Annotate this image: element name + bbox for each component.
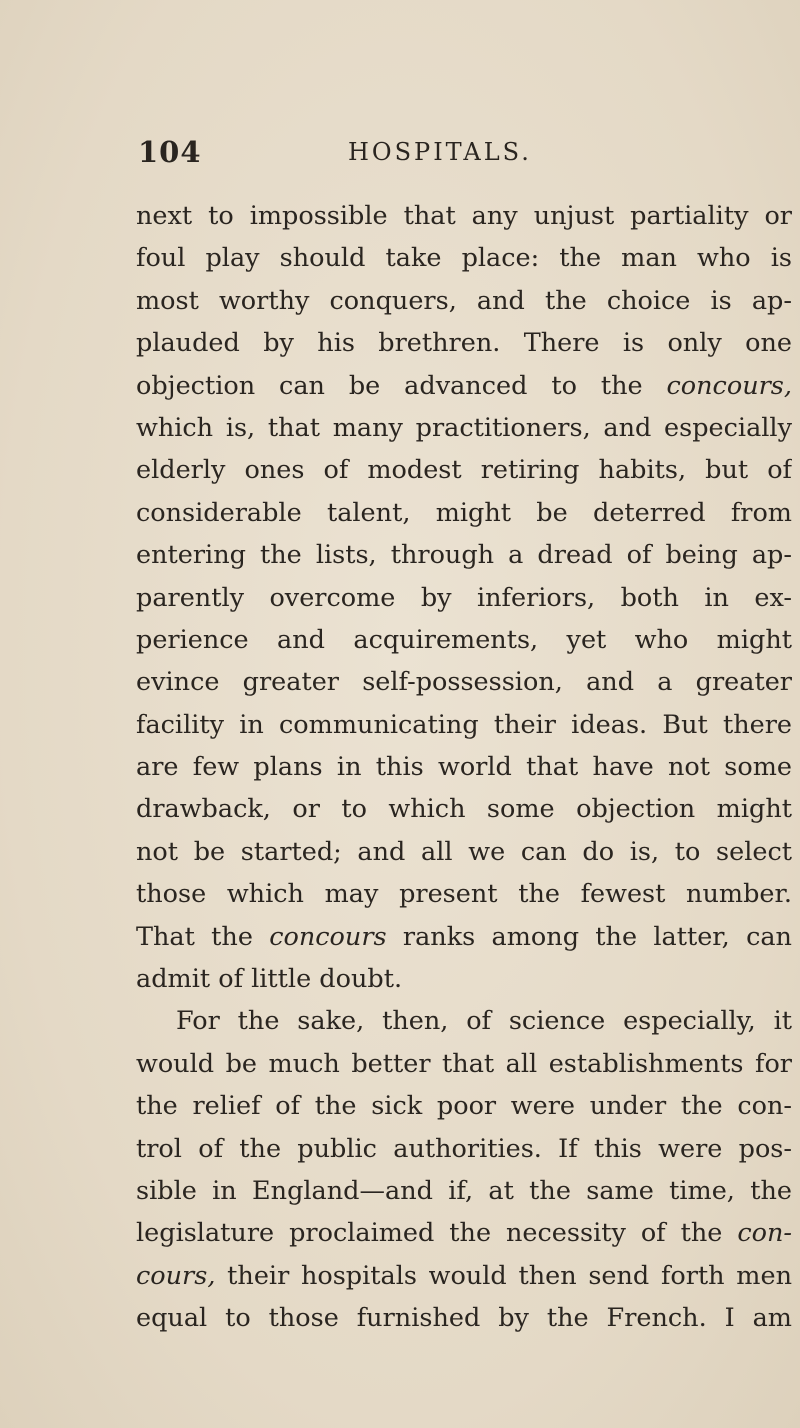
text-line <box>136 1255 792 1297</box>
italic-term: cours, <box>136 1260 216 1291</box>
text-line <box>136 449 792 491</box>
text-line <box>136 1212 792 1254</box>
text-run: sible in England—and if, at the same time, the <box>136 1175 792 1206</box>
text-line <box>136 1085 792 1127</box>
text-run: facility in communicating their ideas. But there <box>136 709 792 740</box>
text-run: the relief of the sick poor were under the con- <box>136 1091 792 1122</box>
text-run: not be started; and all we can do is, to select <box>136 836 792 867</box>
text-run: would be much better that all establishments for <box>136 1048 792 1079</box>
text-run: most worthy conquers, and the choice is ap- <box>136 285 792 316</box>
running-head <box>138 135 738 185</box>
text-run: those which may present the fewest number. <box>136 879 792 910</box>
text-line <box>136 661 792 703</box>
text-run: For the sake, then, of science especially, it <box>176 1006 792 1037</box>
text-line <box>136 916 792 958</box>
text-line <box>136 619 792 661</box>
text-line <box>136 492 792 534</box>
text-run: legislature proclaimed the necessity of the <box>136 1218 738 1249</box>
text-line <box>136 577 792 619</box>
text-run: considerable talent, might be deterred from <box>136 497 792 528</box>
page-number: 104 <box>138 135 202 169</box>
text-run: objection can be advanced to the <box>136 370 667 401</box>
text-run: elderly ones of modest retiring habits, but of <box>136 455 792 486</box>
text-line <box>136 873 792 915</box>
text-line <box>136 237 792 279</box>
italic-term: con- <box>737 1218 792 1249</box>
text-line <box>136 704 792 746</box>
text-run: parently overcome by inferiors, both in ex- <box>136 582 792 613</box>
text-run: plauded by his brethren. There is only one <box>136 328 792 359</box>
text-line <box>136 365 792 407</box>
text-run: are few plans in this world that have not some <box>136 752 792 783</box>
italic-term: concours <box>269 921 387 952</box>
text-run: perience and acquirements, yet who might <box>136 624 792 655</box>
text-run: trol of the public authorities. If this were pos- <box>136 1133 792 1164</box>
text-run: drawback, or to which some objection might <box>136 794 792 825</box>
italic-term: concours, <box>666 370 792 401</box>
text-line <box>136 1000 792 1042</box>
text-line <box>136 322 792 364</box>
text-line <box>136 1043 792 1085</box>
text-line <box>136 958 792 1000</box>
text-line <box>136 1297 792 1339</box>
text-line <box>136 746 792 788</box>
text-line <box>136 1170 792 1212</box>
text-line <box>136 1128 792 1170</box>
text-run: foul play should take place: the man who is <box>136 243 792 274</box>
text-line <box>136 195 792 237</box>
text-line <box>136 831 792 873</box>
text-line <box>136 407 792 449</box>
text-run: That the <box>136 921 270 952</box>
text-run: equal to those furnished by the French. I am <box>136 1303 792 1334</box>
body-text <box>136 195 792 1340</box>
text-line <box>136 280 792 322</box>
text-line <box>136 534 792 576</box>
text-run: their hospitals would then send forth men <box>215 1260 792 1291</box>
running-title: HOSPITALS. <box>348 138 532 166</box>
text-run: ranks among the latter, can <box>386 921 792 952</box>
text-run: next to impossible that any unjust partiality or <box>136 201 792 231</box>
text-run: entering the lists, through a dread of being ap- <box>136 540 792 571</box>
text-run: admit of little doubt. <box>136 964 403 995</box>
text-line <box>136 788 792 830</box>
text-run: which is, that many practitioners, and especially <box>136 412 792 443</box>
text-run: evince greater self-possession, and a greater <box>136 667 792 698</box>
